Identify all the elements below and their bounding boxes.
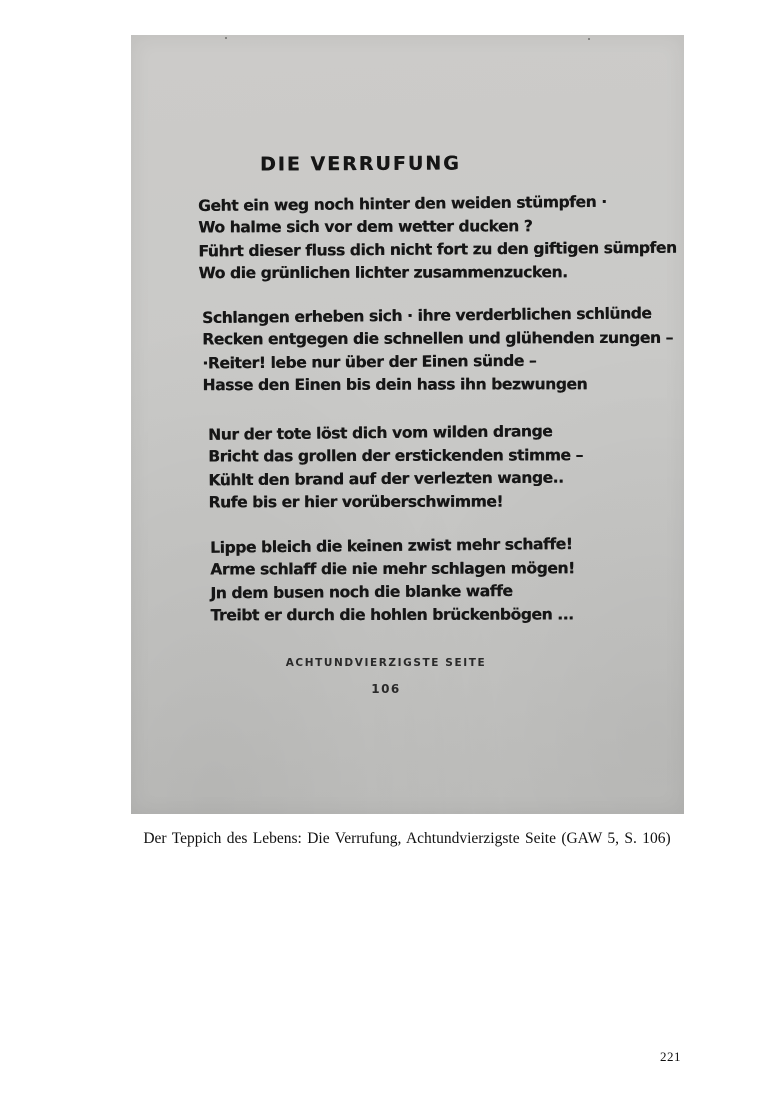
poem-line: Führt dieser fluss dich nicht fort zu den giftigen sümpfen xyxy=(198,238,677,261)
poem-stanza-1 xyxy=(198,191,677,286)
paper-speck xyxy=(225,37,227,39)
paper-speck xyxy=(588,38,590,40)
plate-caption: ACHTUNDVIERZIGSTE SEITE xyxy=(285,657,487,669)
poem-line: Bricht das grollen der erstickenden stimme – xyxy=(208,446,583,466)
poem-line: Treibt er durch die hohlen brückenbögen ... xyxy=(210,605,574,625)
poem-line: ·Reiter! lebe nur über der Einen sünde – xyxy=(202,351,537,373)
book-page-number: 221 xyxy=(660,1049,681,1064)
figure-caption: Der Teppich des Lebens: Die Verrufung, Achtundvierzigste Seite (GAW 5, S. 106) xyxy=(143,830,671,847)
poem-line: Wo halme sich vor dem wetter ducken ? xyxy=(198,217,533,237)
poem-line: Wo die grünlichen lichter zusammenzucken. xyxy=(198,263,568,283)
poem-line: Kühlt den brand auf der verlezten wange.. xyxy=(208,468,564,490)
poem-line: Hasse den Einen bis dein hass ihn bezwungen xyxy=(202,375,588,395)
facsimile-scan xyxy=(131,35,684,814)
poem-line: Nur der tote löst dich vom wilden drange xyxy=(207,422,553,444)
poem-line: Geht ein weg noch hinter den weiden stümpfen · xyxy=(197,192,607,216)
poem-title: DIE VERRUFUNG xyxy=(259,152,461,176)
poem-line: Arme schlaff die nie mehr schlagen mögen! xyxy=(210,559,575,579)
scan-paper xyxy=(131,35,684,814)
poem-line: Lippe bleich die keinen zwist mehr schaffe! xyxy=(209,535,573,557)
poem-line: Rufe bis er hier vorüberschwimme! xyxy=(208,492,504,512)
poem-stanza-3 xyxy=(208,421,583,515)
poem-stanza-2 xyxy=(202,303,673,398)
poem-line: Recken entgegen die schnellen und glühenden zungen – xyxy=(202,328,673,349)
plate-page-number: 106 xyxy=(371,682,401,696)
poem-line: Jn dem busen noch die blanke waffe xyxy=(210,581,513,603)
poem-line: Schlangen erheben sich · ihre verderblichen schlünde xyxy=(201,304,652,328)
poem-stanza-4 xyxy=(210,534,575,628)
